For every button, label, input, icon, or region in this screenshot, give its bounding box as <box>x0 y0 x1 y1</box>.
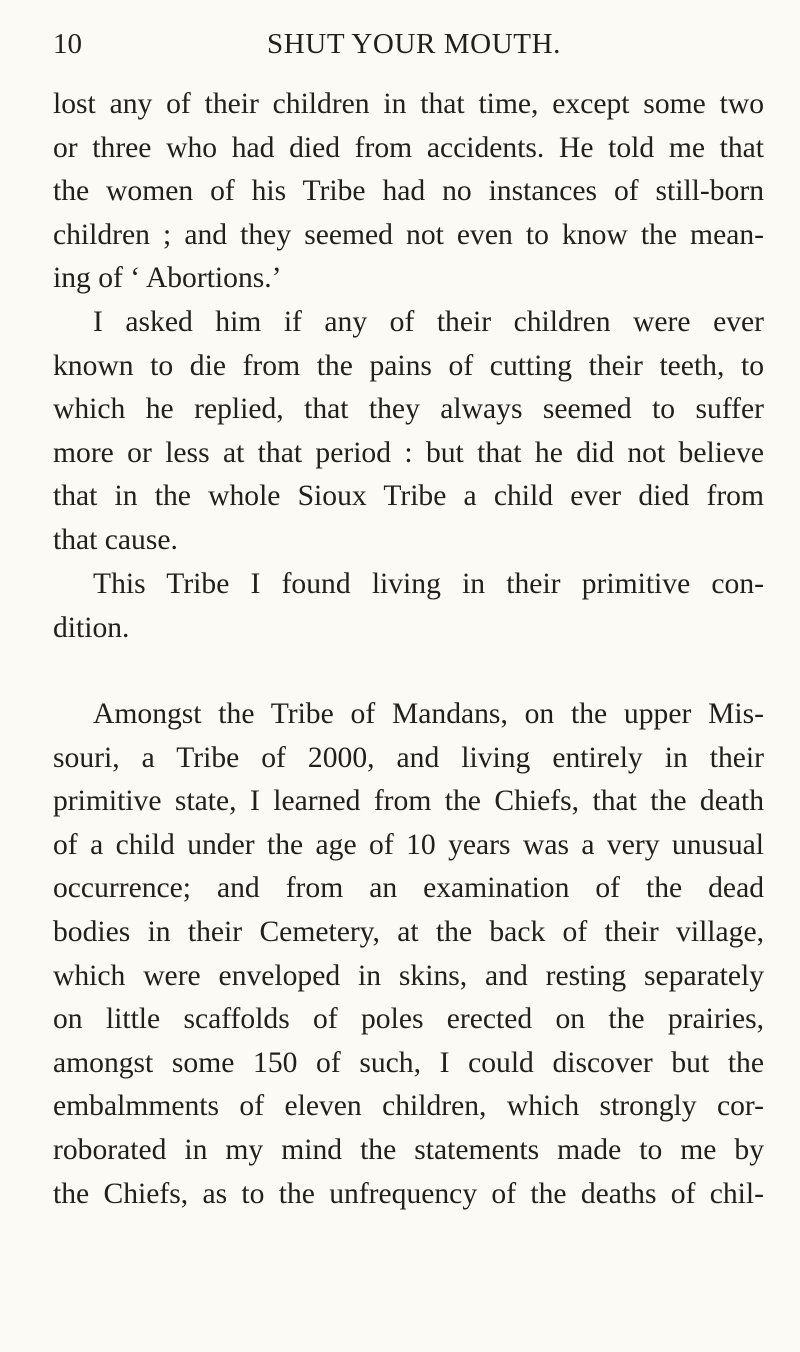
text-line: that in the whole Sioux Tribe a child ever died from <box>53 480 764 513</box>
text-line: ing of ‘ Abortions.’ <box>53 262 282 295</box>
text-line: primitive state, I learned from the Chiefs, that the death <box>53 785 764 818</box>
paragraph-4 <box>53 693 764 1216</box>
text-line: I asked him if any of their children were ever <box>93 306 764 338</box>
text-line: the women of his Tribe had no instances of still-born <box>53 175 764 208</box>
text-line: which were enveloped in skins, and resting separately <box>53 959 764 992</box>
text-line: that cause. <box>53 523 178 556</box>
text-line: children ; and they seemed not even to know the mean- <box>53 218 764 251</box>
text-line: dition. <box>53 611 130 644</box>
text-line: amongst some 150 of such, I could discover but the <box>53 1046 764 1079</box>
text-line: embalmments of eleven children, which strongly cor- <box>53 1090 764 1123</box>
text-line: This Tribe I found living in their primitive con- <box>93 568 764 600</box>
text-line: or three who had died from accidents. He told me that <box>53 131 764 164</box>
paragraph-3 <box>53 563 764 650</box>
text-line: known to die from the pains of cutting their teeth, to <box>53 349 764 382</box>
text-line: bodies in their Cemetery, at the back of their village, <box>53 915 764 948</box>
text-line: more or less at that period : but that he did not believe <box>53 436 764 469</box>
text-line: on little scaffolds of poles erected on the prairies, <box>53 1003 764 1036</box>
text-line: the Chiefs, as to the unfrequency of the deaths of chil- <box>53 1177 764 1210</box>
text-line: of a child under the age of 10 years was a very unusual <box>53 828 764 861</box>
text-line: roborated in my mind the statements made to me by <box>53 1133 764 1166</box>
paragraph-2 <box>53 301 764 563</box>
text-line: lost any of their children in that time, except some two <box>53 88 764 120</box>
text-line: souri, a Tribe of 2000, and living entirely in their <box>53 741 764 774</box>
text-line: which he replied, that they always seemed to suffer <box>53 393 764 426</box>
page-number: 10 <box>53 28 82 60</box>
running-head-title: SHUT YOUR MOUTH. <box>267 28 561 60</box>
paragraph-1 <box>53 83 764 301</box>
text-line: occurrence; and from an examination of the dead <box>53 872 764 905</box>
text-line: Amongst the Tribe of Mandans, on the upper Mis- <box>93 698 764 730</box>
